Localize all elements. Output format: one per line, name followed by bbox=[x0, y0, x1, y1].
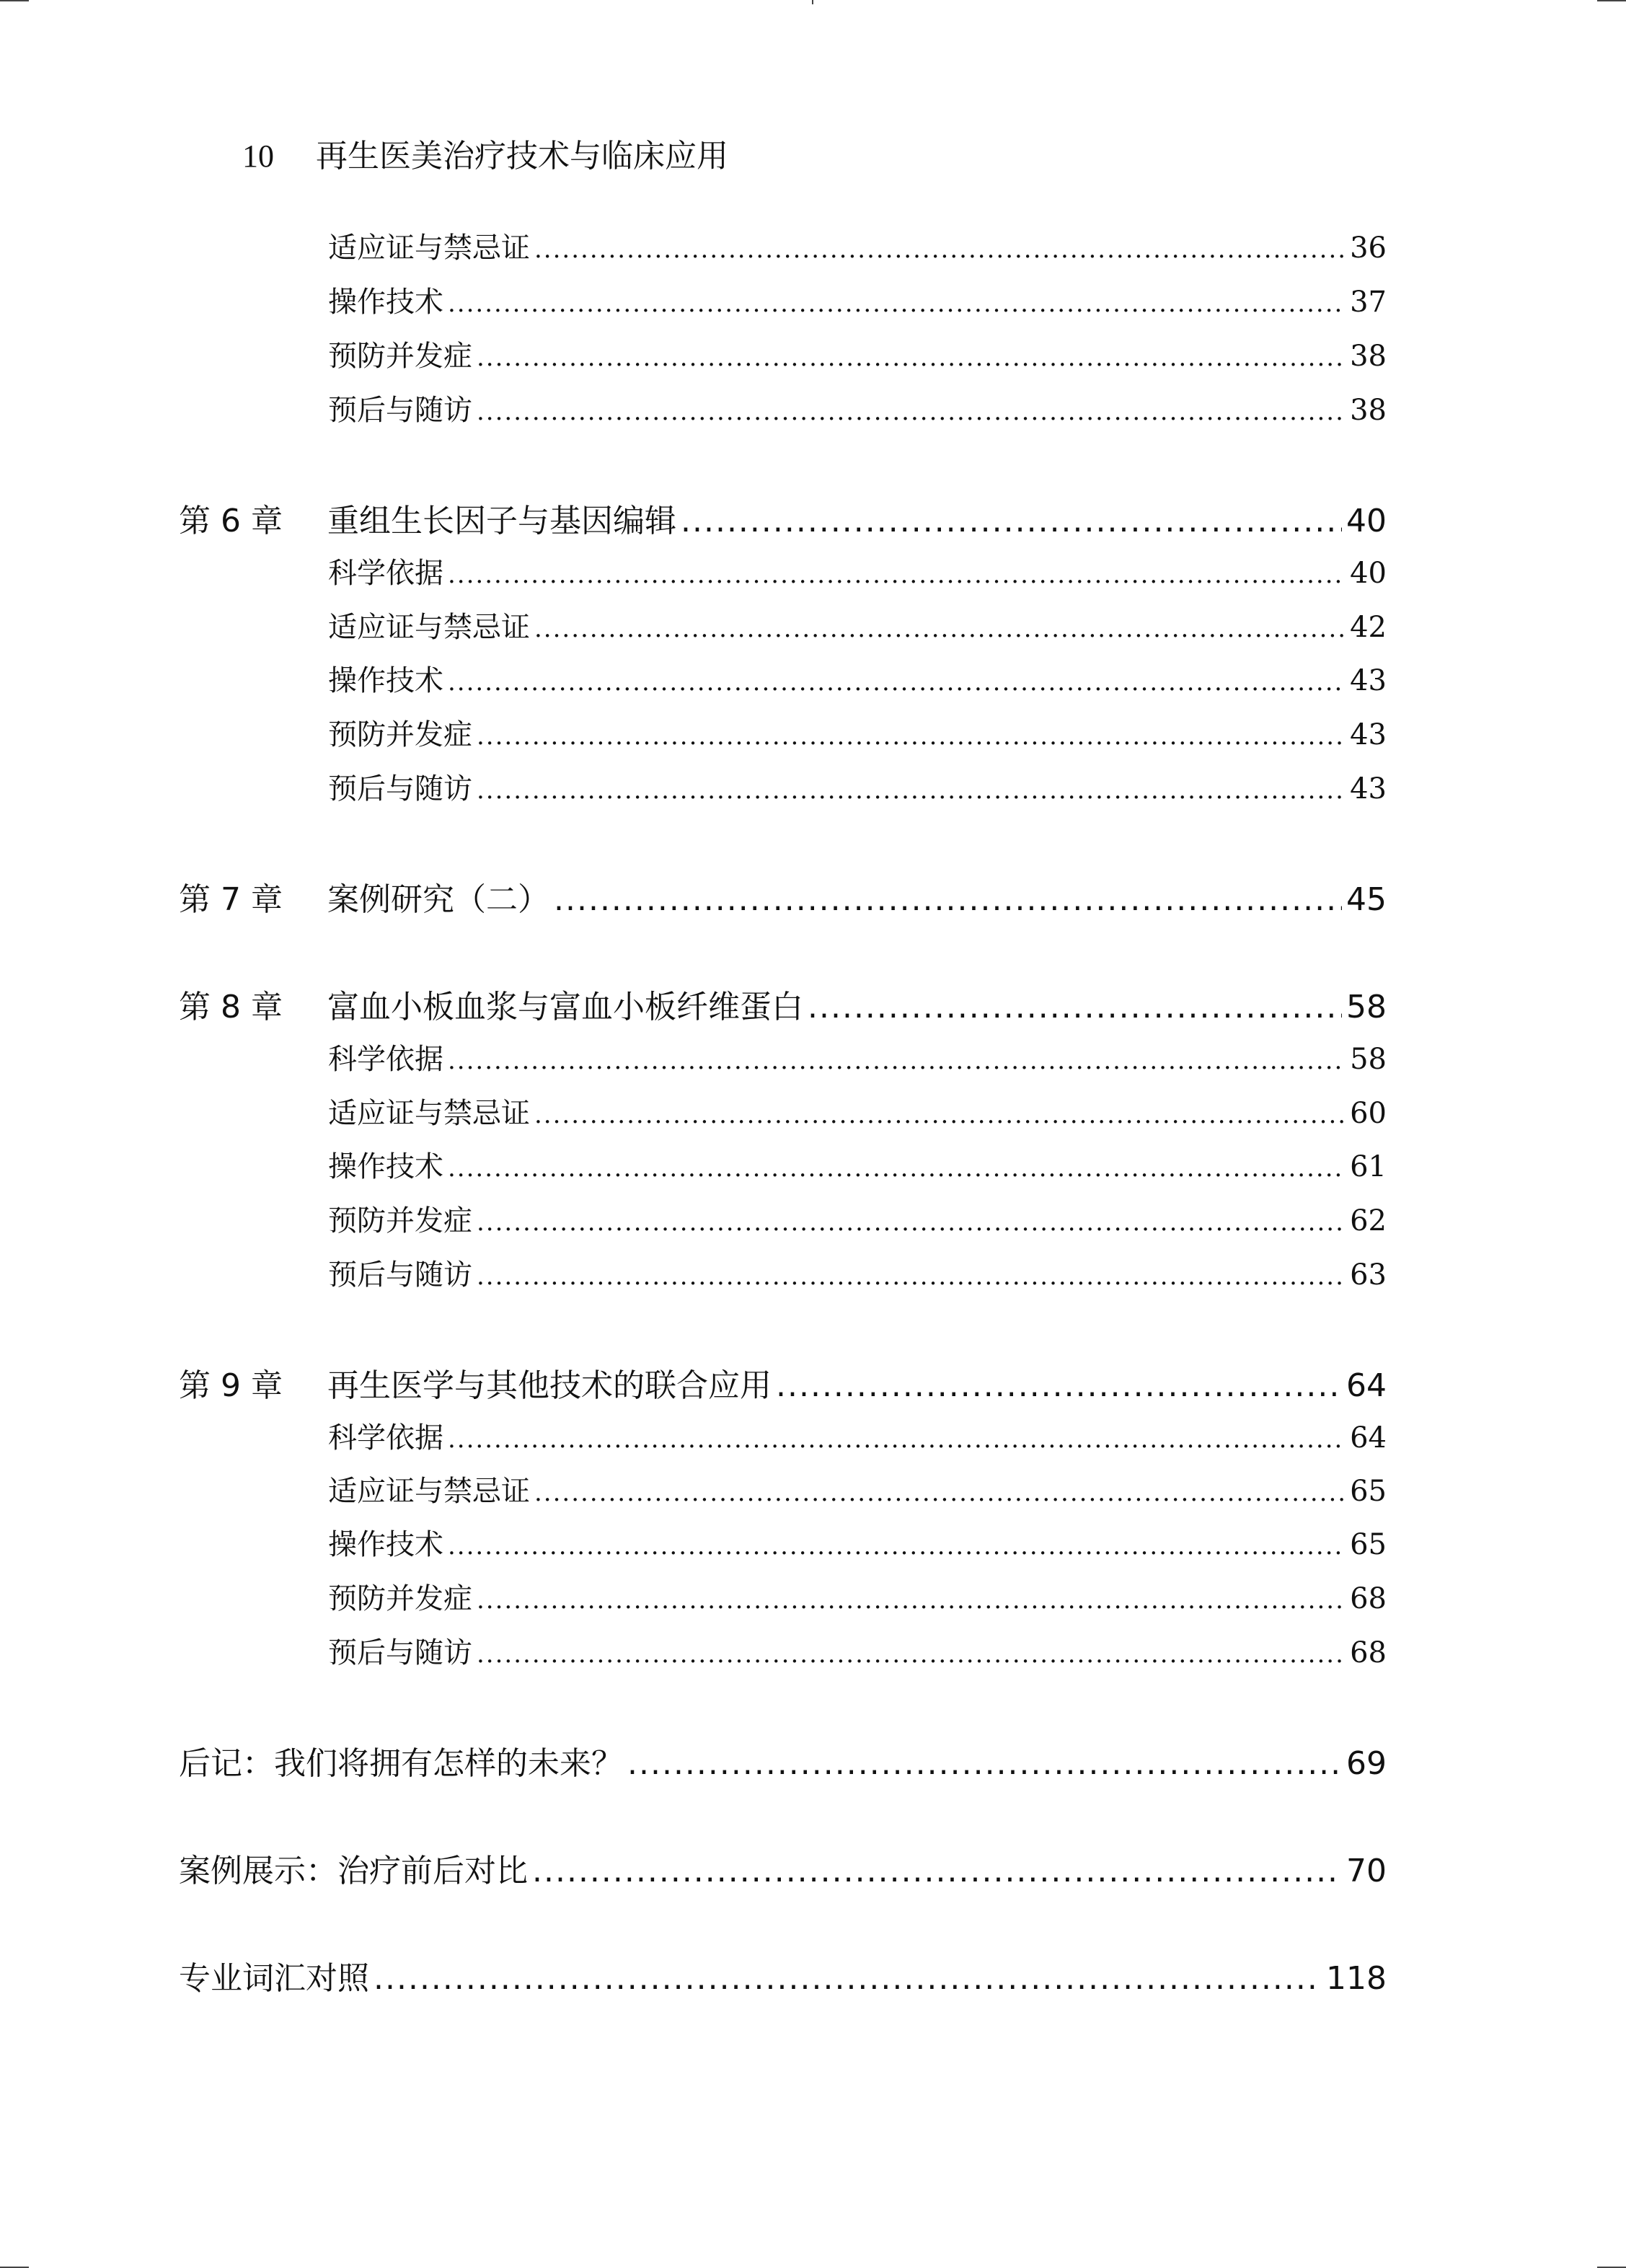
toc-afterword[interactable]: 后记：我们将拥有怎样的未来？ ..... 69 bbox=[179, 1737, 1387, 1783]
toc-chapter-7[interactable]: 第 7 章 案例研究（二） ..... 45 bbox=[179, 873, 1387, 919]
toc-section-entry[interactable]: 预后与随访 ..... 63 bbox=[328, 1252, 1387, 1293]
toc-section-entry[interactable]: 预防并发症 ..... 62 bbox=[328, 1198, 1387, 1239]
toc-section-entry[interactable]: 科学依据 ..... 58 bbox=[328, 1036, 1387, 1077]
toc-section-entry[interactable]: 适应证与禁忌证 ..... 42 bbox=[328, 604, 1387, 645]
toc-section-entry[interactable]: 操作技术 ..... 37 bbox=[328, 279, 1387, 320]
toc-section-entry[interactable]: 预后与随访 ..... 68 bbox=[328, 1630, 1387, 1671]
toc-section-entry[interactable]: 适应证与禁忌证 ..... 60 bbox=[328, 1090, 1387, 1131]
toc-chapter-6[interactable]: 第 6 章 重组生长因子与基因编辑 ..... 40 bbox=[179, 495, 1387, 541]
toc-section-entry[interactable]: 适应证与禁忌证 ..... 36 bbox=[328, 225, 1387, 266]
toc-section-entry[interactable]: 预后与随访 ..... 43 bbox=[328, 766, 1387, 807]
toc-case-showcase[interactable]: 案例展示：治疗前后对比 ..... 70 bbox=[179, 1845, 1387, 1891]
toc-section-entry[interactable]: 预防并发症 ..... 43 bbox=[328, 712, 1387, 753]
toc-glossary[interactable]: 专业词汇对照 ..... 118 bbox=[179, 1952, 1387, 1998]
toc-chapter-8[interactable]: 第 8 章 富血小板血浆与富血小板纤维蛋白 ..... 58 bbox=[179, 981, 1387, 1027]
book-title: 再生医美治疗技术与临床应用 bbox=[316, 138, 728, 175]
toc-section-entry[interactable]: 适应证与禁忌证 ..... 65 bbox=[328, 1468, 1387, 1509]
toc-section-entry[interactable]: 操作技术 ..... 43 bbox=[328, 658, 1387, 699]
toc-section-entry[interactable]: 操作技术 ..... 61 bbox=[328, 1144, 1387, 1185]
toc-section-entry[interactable]: 科学依据 ..... 64 bbox=[328, 1415, 1387, 1456]
page-number: 10 bbox=[242, 138, 274, 174]
toc-section-entry[interactable]: 预防并发症 ..... 68 bbox=[328, 1576, 1387, 1617]
toc-section-entry[interactable]: 预防并发症 ..... 38 bbox=[328, 333, 1387, 374]
toc-chapter-9[interactable]: 第 9 章 再生医学与其他技术的联合应用 ..... 64 bbox=[179, 1359, 1387, 1406]
toc-section-entry[interactable]: 科学依据 ..... 40 bbox=[328, 550, 1387, 591]
toc-section-entry[interactable]: 预后与随访 ..... 38 bbox=[328, 387, 1387, 428]
toc-section-entry[interactable]: 操作技术 ..... 65 bbox=[328, 1522, 1387, 1563]
